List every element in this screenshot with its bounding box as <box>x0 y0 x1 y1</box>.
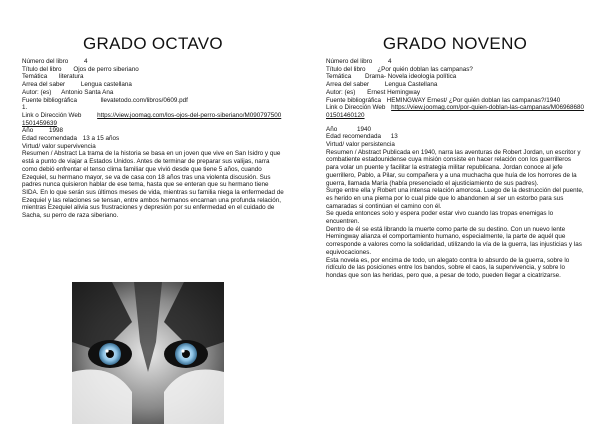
anio-row <box>326 126 584 134</box>
link-label: Link o Dirección Web <box>326 104 386 112</box>
tematica-row <box>22 73 284 81</box>
numero-row <box>22 58 284 66</box>
numero-label: Número del libro <box>22 58 69 65</box>
husky-eyes-image <box>72 282 224 424</box>
area-row <box>326 81 584 89</box>
resumen-paragraph-1: Resumen / Abstract Publicada en 1940, narra las aventuras de Robert Jordan, un escritor y combatiente estadounidense cuya misión consiste en hacer relación con los guerrilleros para volar un puente y facilitar la estrategia militar republicana. Jordan conoce al jefe guerrillero, Pablo, a Pilar, su compañera y a una muchacha que huía de los horrores de la guerra, llamada María (había presenciado el ajusticiamiento de sus padres). <box>326 148 581 187</box>
tematica-label: Temática <box>22 73 48 81</box>
resumen-paragraph-3: Se queda entonces solo y espera poder estar vivo cuando las tropas enemigas lo encuentren. <box>326 210 554 226</box>
fuente-row <box>22 97 284 105</box>
virtud-row: Virtud/ valor supervivencia <box>22 142 96 150</box>
tematica-value: literatura <box>58 73 84 81</box>
link-url[interactable]: https://view.joomag.com/por-quien-doblan-las-campanas/M0696868001501460120 <box>326 104 585 119</box>
area-value: Lengua castellana <box>80 81 132 89</box>
tematica-label: Temática <box>326 73 352 81</box>
virtud-row: Virtud/ valor persistencia <box>326 141 395 149</box>
titulo-label: Título del libro <box>22 65 62 73</box>
numero-value: 4 <box>387 58 392 65</box>
link-row <box>22 112 284 127</box>
titulo-row <box>326 66 584 74</box>
edad-value: 13 a 15 años <box>82 135 120 143</box>
anio-row <box>22 127 284 135</box>
page-title-left: GRADO OCTAVO <box>83 34 223 53</box>
link-row <box>326 104 584 119</box>
fuente-value: llevatetodo.com/libros/0609.pdf <box>100 96 188 104</box>
page-title-right: GRADO NOVENO <box>382 34 528 53</box>
edad-label: Edad recomendada <box>326 133 381 141</box>
autor-label: Autor: (es) <box>22 88 52 96</box>
area-row <box>22 81 284 89</box>
resumen-text: Resumen / Abstract La trama de la historia se basa en un joven que vive en San Isidro y que está a punto de viajar a Estados Unidos. Antes de terminar de preparar sus valijas, narra como debió enfrentar el tenso clima familiar que vivió desde que tiene 5 años, cuando Ezequiel, su hermano mayor, se va de casa con 18 años tras una violenta discusión. Sus padres nunca quisieron hablar de ese tema, hasta que se enteran que su hermano tiene SIDA. En lo que serán sus últimos meses de vida, mientras su familia niega la enfermedad de Ezequiel y las relaciones se tensan, entre ambos hermanos encarnan una profunda relación, mientras Ezequiel alivia sus frustraciones y depresión por su enfermedad en el cuidado de Sacha, su perro de raza siberiano. <box>22 150 284 220</box>
fuente-extra: 1. <box>22 104 28 112</box>
area-label: Arrea del saber <box>22 81 66 89</box>
anio-label: Año <box>326 125 338 133</box>
area-value: Lengua Castellana <box>384 81 438 89</box>
titulo-label: Título del libro <box>326 65 366 73</box>
autor-value: Ernest Hemingway <box>367 88 421 96</box>
fuente-value: HEMINGWAY Ernest/ ¿Por quién doblan las campanas?/1940 <box>386 96 561 104</box>
tematica-row <box>326 73 584 81</box>
right-column <box>326 0 584 280</box>
numero-label: Número del libro <box>326 58 373 65</box>
edad-value: 13 <box>390 133 398 141</box>
anio-label: Año <box>22 127 34 135</box>
left-column <box>22 0 284 220</box>
resumen-paragraph-4: Dentro de él se está librando la muerte como parte de su destino. Con un nuevo lente Hemingway alianza el comportamiento humano, especialmente, la parte de aquél que corresponde a valores como la solidaridad, utilizando la vía de la guerra, las injusticias y las equivocaciones. <box>326 225 582 256</box>
area-label: Arrea del saber <box>326 81 370 89</box>
anio-value: 1998 <box>48 127 63 135</box>
fuente-label: Fuente bibliográfica <box>326 96 381 104</box>
titulo-value: Ojos de perro siberiano <box>73 65 139 73</box>
numero-value: 4 <box>83 58 88 65</box>
link-label: Link o Dirección Web <box>22 111 82 119</box>
edad-row <box>22 135 284 143</box>
anio-value: 1940 <box>356 125 371 133</box>
titulo-row <box>22 66 284 74</box>
autor-label: Autor: (es) <box>326 88 356 96</box>
edad-row <box>326 133 584 141</box>
resumen-paragraph-5: Esta novela es, por encima de todo, un alegato contra lo absurdo de la guerra, sobre lo ridículo de las posiciones entre los bandos, sobre el caos, la supervivencia, y sobre lo hondas que son las heridas, pero que, a pesar de todo, pueden llegar a cicatrizarse. <box>326 256 570 279</box>
autor-row <box>326 89 584 97</box>
titulo-value: ¿Por quién doblan las campanas? <box>377 65 473 73</box>
autor-row <box>22 89 284 97</box>
resumen-paragraph-2: Surge entre ella y Robert una intensa relación amorosa. Luego de la destrucción del puente, es herido en una pierna por lo cual pide que lo abandonen al ser un estorbo para sus camaradas si continúan el camino con él. <box>326 187 584 210</box>
numero-row <box>326 58 584 66</box>
edad-label: Edad recomendada <box>22 135 77 143</box>
tematica-value: Drama- Novela ideología política <box>364 73 457 81</box>
link-url[interactable]: https://view.joomag.com/los-ojos-del-perro-siberiano/M0907975001501459639 <box>22 111 282 127</box>
fuente-row <box>326 97 584 105</box>
autor-value: Antonio Santa Ana <box>61 88 114 96</box>
husky-eyes-icon <box>72 282 224 424</box>
fuente-label: Fuente bibliográfica <box>22 96 77 104</box>
